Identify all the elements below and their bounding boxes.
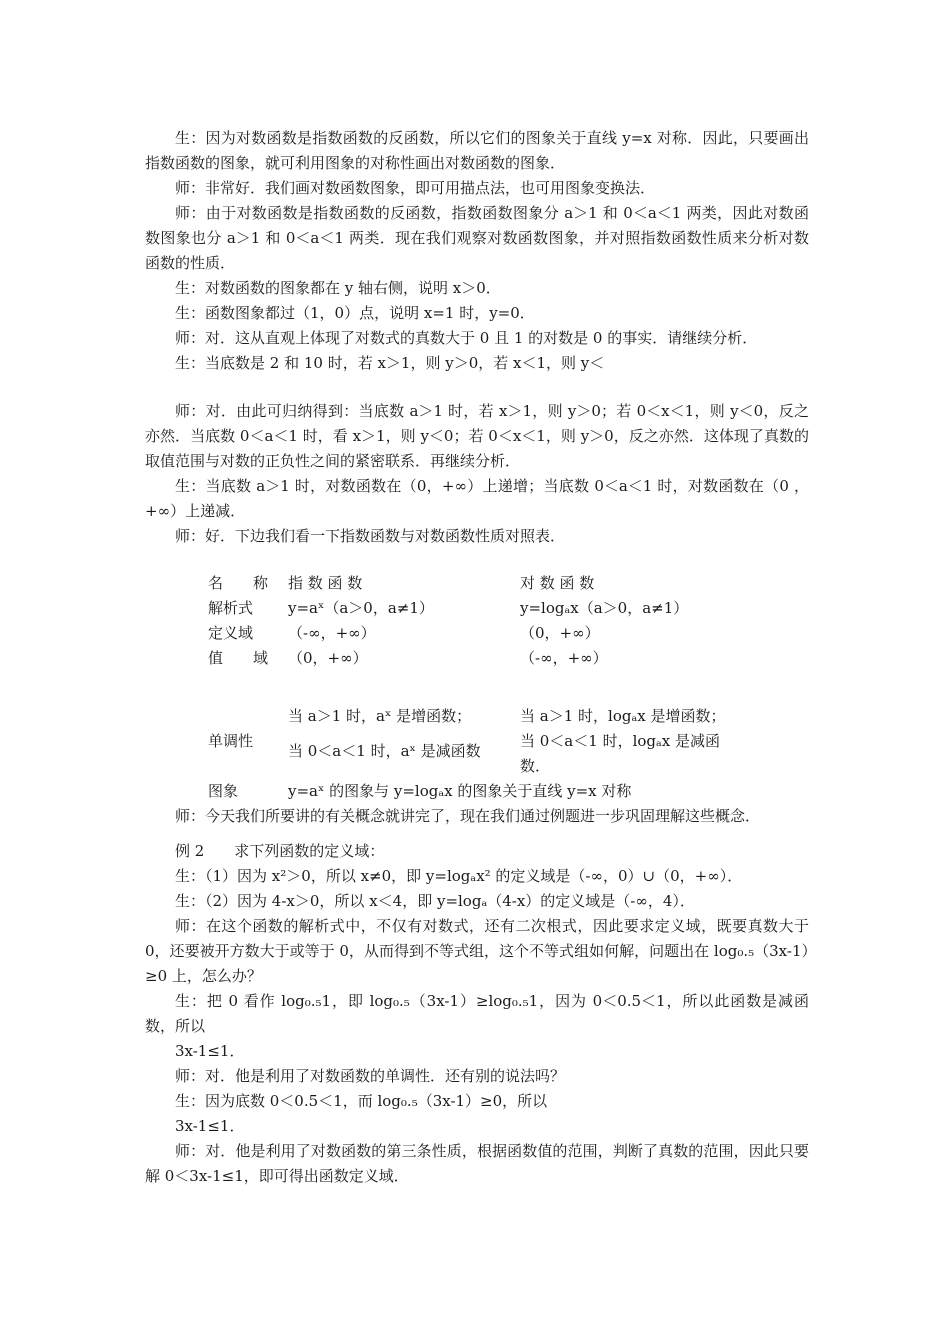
table-header-name: 名 称 bbox=[208, 574, 269, 592]
formula-line: 3x-1≤1． bbox=[175, 1042, 245, 1060]
row-label-domain: 定义域 bbox=[208, 624, 254, 642]
paragraph: 生：（2）因为 4-x＞0，所以 x＜4，即 y=logₐ（4-x）的定义域是（-∞，4）． bbox=[175, 892, 695, 910]
paragraph: 师：今天我们所要讲的有关概念就讲完了，现在我们通过例题进一步巩固理解这些概念． bbox=[175, 807, 761, 825]
paragraph: 师：对．由此可归纳得到：当底数 a＞1 时，若 x＞1，则 y＞0；若 0＜x＜1，则 y＜0，反之亦然．当底数 0＜a＜1 时，看 x＞1，则 y＜0；若 0＜x＜1，则 y＞0，反之亦然．这体现了真数的取值范围与对数的正负性之间的紧密联系．再继续分析． bbox=[145, 402, 809, 470]
paragraph: 师：对．这从直观上体现了对数式的真数大于 0 且 1 的对数是 0 的事实．请继续分析． bbox=[175, 329, 758, 347]
cell-exp-monotonic-2: 当 0＜a＜1 时，aˣ 是减函数 bbox=[288, 742, 481, 760]
cell-exp-monotonic-1: 当 a＞1 时，aˣ 是增函数； bbox=[288, 707, 472, 725]
paragraph: 师：非常好．我们画对数函数图象，即可用描点法，也可用图象变换法． bbox=[175, 179, 656, 197]
row-label-range: 值 域 bbox=[208, 649, 269, 667]
paragraph: 生：函数图象都过（1，0）点，说明 x=1 时，y=0． bbox=[175, 304, 535, 322]
cell-exp-domain: （-∞，+∞） bbox=[288, 624, 376, 642]
table-header-exp: 指 数 函 数 bbox=[288, 574, 363, 592]
paragraph: 师：对．他是利用了对数函数的单调性．还有别的说法吗？ bbox=[175, 1067, 566, 1085]
row-label-monotonic: 单调性 bbox=[208, 732, 254, 750]
paragraph: 师：在这个函数的解析式中，不仅有对数式，还有二次根式，因此要求定义域，既要真数大于 0，还要被开方数大于或等于 0，从而得到不等式组，这个不等式组如何解，问题出在 log₀.₅（3x-1）≥0 上，怎么办？ bbox=[145, 917, 809, 985]
cell-log-formula: y=logₐx（a＞0，a≠1） bbox=[520, 599, 689, 617]
paragraph: 生：当底数 a＞1 时，对数函数在（0，+∞）上递增；当底数 0＜a＜1 时，对数函数在（0 ，+∞）上递减． bbox=[145, 477, 809, 520]
cell-log-monotonic-1: 当 a＞1 时，logₐx 是增函数； bbox=[520, 707, 726, 725]
paragraph: 师：由于对数函数是指数函数的反函数，指数函数图象分 a＞1 和 0＜a＜1 两类，因此对数函数图象也分 a＞1 和 0＜a＜1 两类．现在我们观察对数函数图象，并对照指数函数性质来分析对数函数的性质． bbox=[145, 204, 809, 272]
paragraph: 生：把 0 看作 log₀.₅1，即 log₀.₅（3x-1）≥log₀.₅1，因为 0＜0.5＜1，所以此函数是减函数，所以 bbox=[145, 992, 809, 1035]
formula-line: 3x-1≤1． bbox=[175, 1117, 245, 1135]
cell-exp-formula: y=aˣ（a＞0，a≠1） bbox=[288, 599, 434, 617]
paragraph: 生：因为底数 0＜0.5＜1，而 log₀.₅（3x-1）≥0，所以 bbox=[175, 1092, 548, 1110]
paragraph: 师：好．下边我们看一下指数函数与对数函数性质对照表． bbox=[175, 527, 566, 545]
example-heading: 例 2 求下列函数的定义域： bbox=[175, 842, 385, 860]
cell-log-domain: （0，+∞） bbox=[520, 624, 600, 642]
table-header-log: 对 数 函 数 bbox=[520, 574, 595, 592]
row-label-graph: 图象 bbox=[208, 782, 239, 800]
cell-log-monotonic-2: 当 0＜a＜1 时，logₐx 是减函数． bbox=[520, 732, 721, 775]
row-label-formula: 解析式 bbox=[208, 599, 254, 617]
paragraph: 生：因为对数函数是指数函数的反函数，所以它们的图象关于直线 y=x 对称．因此，只要画出指数函数的图象，就可利用图象的对称性画出对数函数的图象． bbox=[145, 129, 809, 172]
paragraph: 生：（1）因为 x²＞0，所以 x≠0，即 y=logₐx² 的定义域是（-∞，0）∪（0，+∞）． bbox=[175, 867, 743, 885]
paragraph: 生：当底数是 2 和 10 时，若 x＞1，则 y＞0，若 x＜1，则 y＜ bbox=[175, 354, 605, 372]
cell-log-range: （-∞，+∞） bbox=[520, 649, 608, 667]
paragraph: 师：对．他是利用了对数函数的第三条性质，根据函数值的范围，判断了真数的范围，因此只要解 0＜3x-1≤1，即可得出函数定义域． bbox=[145, 1142, 809, 1185]
cell-exp-range: （0，+∞） bbox=[288, 649, 368, 667]
cell-graph-text: y=aˣ 的图象与 y=logₐx 的图象关于直线 y=x 对称 bbox=[288, 782, 632, 800]
paragraph: 生：对数函数的图象都在 y 轴右侧，说明 x＞0． bbox=[175, 279, 501, 297]
